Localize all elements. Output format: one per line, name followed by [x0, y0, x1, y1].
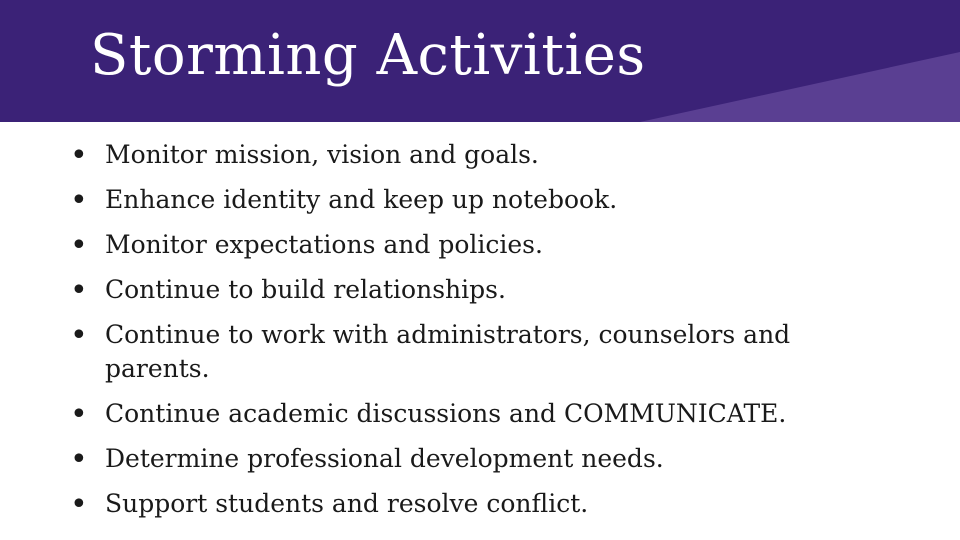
bullet-icon: • [70, 442, 88, 477]
bullet-text: Continue to work with administrators, counselors and parents. [105, 320, 791, 383]
bullet-text: Monitor expectations and policies. [105, 230, 543, 259]
bullet-item [0, 183, 960, 217]
bullet-item [0, 228, 960, 262]
bullet-item [0, 273, 960, 307]
bullet-icon: • [70, 228, 88, 263]
bullet-item [0, 487, 960, 521]
bullet-item [0, 318, 960, 386]
bullet-icon: • [70, 487, 88, 522]
slide-title: Storming Activities [90, 23, 646, 88]
header-accent-triangle [640, 52, 960, 122]
bullet-text: Continue to build relationships. [105, 275, 506, 304]
bullet-item [0, 397, 960, 431]
bullet-text: Determine professional development needs. [105, 444, 664, 473]
bullet-item [0, 138, 960, 172]
bullet-icon: • [70, 138, 88, 173]
bullet-text: Continue academic discussions and COMMUNICATE. [105, 399, 787, 428]
bullet-text: Enhance identity and keep up notebook. [105, 185, 618, 214]
header-band [0, 0, 960, 122]
bullet-text: Monitor mission, vision and goals. [105, 140, 539, 169]
bullet-icon: • [70, 183, 88, 218]
bullet-item [0, 442, 960, 476]
bullet-list [0, 138, 960, 532]
bullet-text: Support students and resolve conflict. [105, 489, 589, 518]
bullet-icon: • [70, 318, 88, 353]
bullet-icon: • [70, 273, 88, 308]
bullet-icon: • [70, 397, 88, 432]
